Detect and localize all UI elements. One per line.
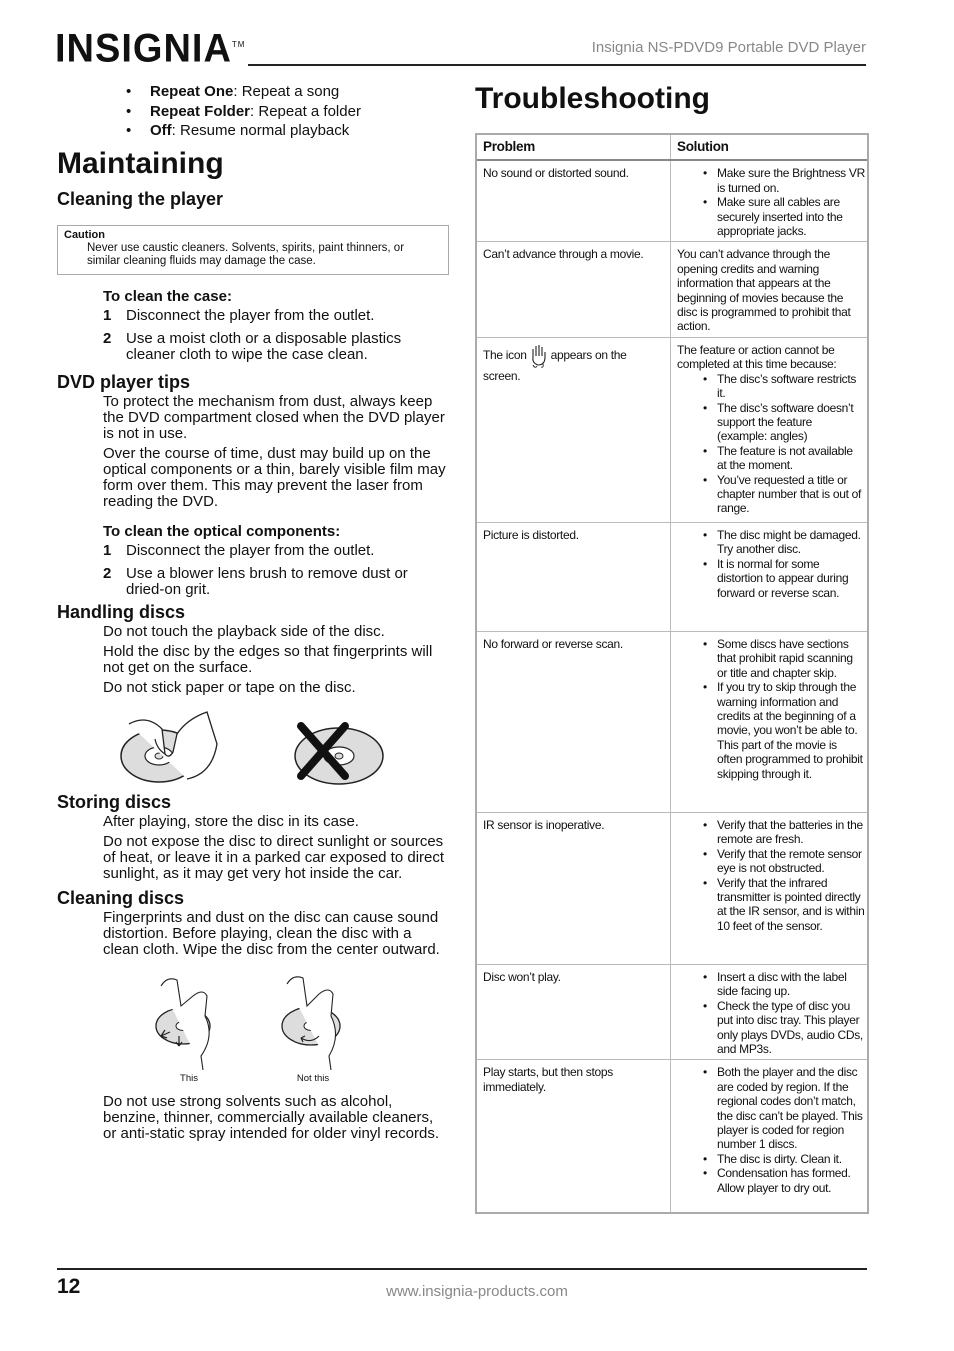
clean-case-heading: To clean the case: xyxy=(103,287,232,305)
handling-section xyxy=(103,624,449,696)
figure-bad xyxy=(279,966,347,1084)
footer-rule xyxy=(57,1268,867,1270)
column-header-solution: Solution xyxy=(671,135,870,160)
solution-list xyxy=(677,372,865,516)
paragraph: Over the course of time, dust may build up on the optical components or a thin, barely visible film may form over them. This may prevent the laser from reading the DVD. xyxy=(103,444,446,510)
solution-list xyxy=(677,637,865,781)
caution-box xyxy=(57,225,449,275)
right-column xyxy=(475,82,868,1214)
figure-label-good: This xyxy=(180,1072,198,1084)
repeat-options-list xyxy=(126,82,449,141)
list-item: • Off: Resume normal playback xyxy=(126,121,449,141)
solution-cell xyxy=(671,522,870,631)
paragraph: Fingerprints and dust on the disc can cause sound distortion. Before playing, clean the disc with a clean cloth. Wipe the disc from the center outward. xyxy=(103,908,440,958)
list-item: • Condensation has formed. Allow player to dry out. xyxy=(677,1166,865,1195)
table-row xyxy=(477,337,869,522)
solution-list xyxy=(677,970,865,1056)
list-item: 1 Disconnect the player from the outlet. xyxy=(103,306,375,324)
problem-cell: Can’t advance through a movie. xyxy=(477,242,671,337)
paragraph: Do not touch the playback side of the disc. xyxy=(103,622,385,640)
page-number: 12 xyxy=(57,1275,81,1298)
list-item: • Repeat One: Repeat a song xyxy=(126,82,449,102)
list-item: • Verify that the infrared transmitter is pointed directly at the IR sensor, and is within 10 feet of the sensor. xyxy=(677,876,865,934)
table-header-row xyxy=(477,135,869,160)
dvd-tips-heading: DVD player tips xyxy=(57,371,191,392)
cleaning-player-heading: Cleaning the player xyxy=(57,188,224,209)
list-item: • The disc might be damaged. Try another disc. xyxy=(677,528,865,557)
list-item: 2 Use a blower lens brush to remove dust or dried-on grit. xyxy=(103,564,408,598)
solution-list xyxy=(677,528,865,600)
troubleshooting-title: Troubleshooting xyxy=(475,82,710,115)
figure-label-bad: Not this xyxy=(296,1072,330,1084)
footer-url: www.insignia-products.com xyxy=(386,1283,568,1300)
disc-hold-incorrect-icon xyxy=(289,720,389,786)
solution-list xyxy=(677,818,865,933)
solution-cell xyxy=(671,337,870,522)
table-row xyxy=(477,1060,869,1212)
caution-text: Never use caustic cleaners. Solvents, spirits, paint thinners, or similar cleaning fluids may damage the case. xyxy=(87,241,405,267)
solution-list xyxy=(677,166,865,238)
list-item: • If you try to skip through the warning information and credits at the beginning of a movie, you won’t be able to. This part of the movie is often programmed to prohibit skipping through it. xyxy=(677,680,865,781)
problem-cell: Picture is distorted. xyxy=(477,522,671,631)
solution-cell xyxy=(671,160,870,242)
problem-cell: No forward or reverse scan. xyxy=(477,631,671,812)
paragraph: Do not use strong solvents such as alcohol, benzine, thinner, commercially available cleaners, or anti-static spray intended for older vinyl records. xyxy=(103,1092,439,1142)
caution-title: Caution xyxy=(64,228,105,241)
solution-cell xyxy=(671,964,870,1059)
list-item: • Repeat Folder: Repeat a folder xyxy=(126,102,449,122)
handling-illustration xyxy=(117,704,449,786)
prohibited-hand-icon xyxy=(529,343,549,369)
paragraph: To protect the mechanism from dust, always keep the DVD compartment closed when the DVD player is not in use. xyxy=(103,392,445,442)
figure-good xyxy=(155,966,223,1084)
table-row xyxy=(477,242,869,337)
solution-cell xyxy=(671,631,870,812)
list-item: • Check the type of disc you put into disc tray. This player only plays DVDs, audio CDs, and MP3s. xyxy=(677,999,865,1057)
problem-cell: No sound or distorted sound. xyxy=(477,160,671,242)
table-row xyxy=(477,522,869,631)
clean-case-section xyxy=(103,289,449,363)
problem-cell: Disc won’t play. xyxy=(477,964,671,1059)
list-item: 1 Disconnect the player from the outlet. xyxy=(103,541,375,559)
list-item: • Verify that the batteries in the remote are fresh. xyxy=(677,818,865,847)
cleaning-discs-heading: Cleaning discs xyxy=(57,887,185,908)
list-item: • It is normal for some distortion to appear during forward or reverse scan. xyxy=(677,557,865,600)
header-title: Insignia NS-PDVD9 Portable DVD Player xyxy=(591,39,866,56)
problem-cell: The icon appears on the screen. xyxy=(477,337,671,522)
column-header-problem: Problem xyxy=(477,135,671,160)
solution-cell xyxy=(671,812,870,964)
solution-text: The feature or action cannot be completed at this time because: xyxy=(677,342,837,372)
paragraph: Do not expose the disc to direct sunlight or sources of heat, or leave it in a parked car exposed to direct sunlight, as it may get very hot inside the car. xyxy=(103,832,445,882)
problem-cell: IR sensor is inoperative. xyxy=(477,812,671,964)
disc-wipe-outward-icon xyxy=(155,966,223,1070)
table-row xyxy=(477,160,869,242)
disc-wipe-circular-icon xyxy=(279,966,347,1070)
list-item: • The disc’s software restricts it. xyxy=(677,372,865,401)
list-item: • Insert a disc with the label side facing up. xyxy=(677,970,865,999)
list-item: • You’ve requested a title or chapter number that is out of range. xyxy=(677,473,865,516)
troubleshooting-table xyxy=(475,133,869,1214)
table-row xyxy=(477,631,869,812)
table-row xyxy=(477,964,869,1059)
list-item: • The feature is not available at the moment. xyxy=(677,444,865,473)
solvent-warning xyxy=(103,1094,449,1142)
handling-heading: Handling discs xyxy=(57,601,186,622)
list-item: • Make sure all cables are securely inserted into the appropriate jacks. xyxy=(677,195,865,238)
dvd-tips-section xyxy=(103,394,449,598)
cleaning-discs-section xyxy=(103,910,449,958)
cleaning-illustration xyxy=(155,968,449,1084)
list-item: • Both the player and the disc are coded by region. If the regional codes don’t match, the disc can’t be played. This player is coded for region number 1 discs. xyxy=(677,1065,865,1151)
maintaining-title: Maintaining xyxy=(57,146,224,180)
paragraph: Hold the disc by the edges so that fingerprints will not get on the surface. xyxy=(103,642,433,676)
paragraph: Do not stick paper or tape on the disc. xyxy=(103,678,356,696)
solution-list xyxy=(677,1065,865,1195)
list-item: 2 Use a moist cloth or a disposable plastics cleaner cloth to wipe the case clean. xyxy=(103,329,402,363)
list-item: • The disc is dirty. Clean it. xyxy=(677,1152,865,1166)
left-column xyxy=(57,82,449,1146)
storing-heading: Storing discs xyxy=(57,791,172,812)
table-row xyxy=(477,812,869,964)
brand-logo: INSIGNIA™ xyxy=(55,26,246,72)
list-item: • Some discs have sections that prohibit rapid scanning or title and chapter skip. xyxy=(677,637,865,680)
problem-cell: Play starts, but then stops immediately. xyxy=(477,1060,671,1212)
disc-hold-correct-icon xyxy=(117,704,227,786)
storing-section xyxy=(103,814,449,882)
solution-text: You can’t advance through the opening credits and warning information that appears at the beginning of movies because the disc is programmed to prohibit that action. xyxy=(677,247,851,334)
solution-cell xyxy=(671,242,870,337)
header-rule xyxy=(248,64,866,66)
list-item: • Make sure the Brightness VR is turned on. xyxy=(677,166,865,195)
solution-cell xyxy=(671,1060,870,1212)
paragraph: After playing, store the disc in its case. xyxy=(103,812,359,830)
list-item: • The disc’s software doesn’t support the feature (example: angles) xyxy=(677,401,865,444)
clean-optical-heading: To clean the optical components: xyxy=(103,522,341,540)
list-item: • Verify that the remote sensor eye is not obstructed. xyxy=(677,847,865,876)
